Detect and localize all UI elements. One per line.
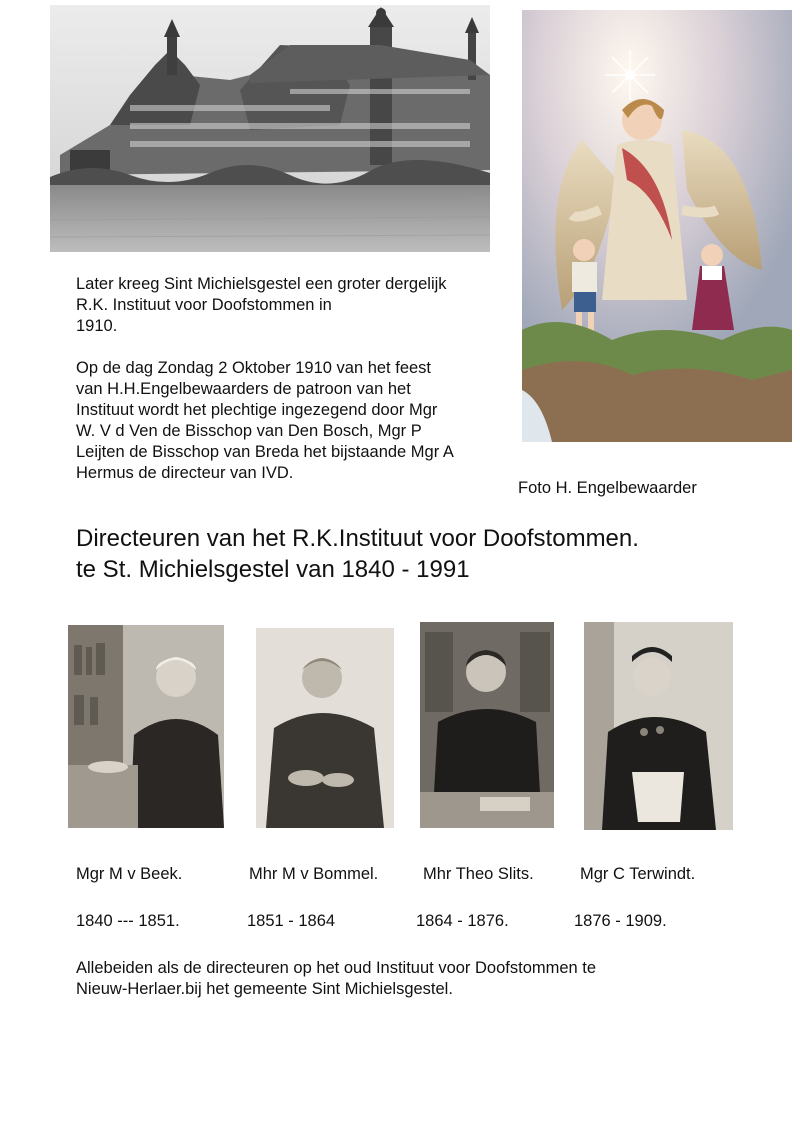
director-years-2: 1851 - 1864 [247,912,336,930]
director-portrait-3 [420,622,554,828]
intro-line: Leijten de Bisschop van Breda het bijstaande Mgr A [76,443,454,461]
intro-line: 1910. [76,317,118,335]
director-name-4: Mgr C Terwindt. [580,865,696,883]
heading-line-2: te St. Michielsgestel van 1840 - 1991 [76,556,470,583]
footer-text [76,958,596,1000]
intro-line: R.K. Instituut voor Doofstommen in [76,296,332,314]
director-name-3: Mhr Theo Slits. [423,865,534,883]
footer-line-1: Allebeiden als de directeuren op het oud Instituut voor Doofstommen te [76,959,597,977]
intro-line: Hermus de directeur van IVD. [76,464,294,482]
intro-line: Op de dag Zondag 2 Oktober 1910 van het feest [76,359,431,377]
institute-building-photo [50,5,490,252]
directors-heading [76,523,639,585]
intro-line: Instituut wordt het plechtige ingezegend door Mgr [76,401,438,419]
director-years-4: 1876 - 1909. [574,912,667,930]
director-portrait-1 [68,625,224,828]
director-portrait-2 [256,628,394,828]
intro-line: Later kreeg Sint Michielsgestel een groter dergelijk [76,275,447,293]
director-name-2: Mhr M v Bommel. [249,865,379,883]
director-name-1: Mgr M v Beek. [76,865,183,883]
director-years-3: 1864 - 1876. [416,912,509,930]
heading-line-1: Directeuren van het R.K.Instituut voor Doofstommen. [76,525,639,552]
intro-line: van H.H.Engelbewaarders de patroon van het [76,380,411,398]
intro-text [76,274,454,484]
director-years-1: 1840 --- 1851. [76,912,180,930]
guardian-angel-painting [522,10,792,442]
intro-line: W. V d Ven de Bisschop van Den Bosch, Mgr P [76,422,422,440]
director-portrait-4 [584,622,733,830]
angel-caption: Foto H. Engelbewaarder [518,479,697,497]
footer-line-2: Nieuw-Herlaer.bij het gemeente Sint Michielsgestel. [76,980,453,998]
